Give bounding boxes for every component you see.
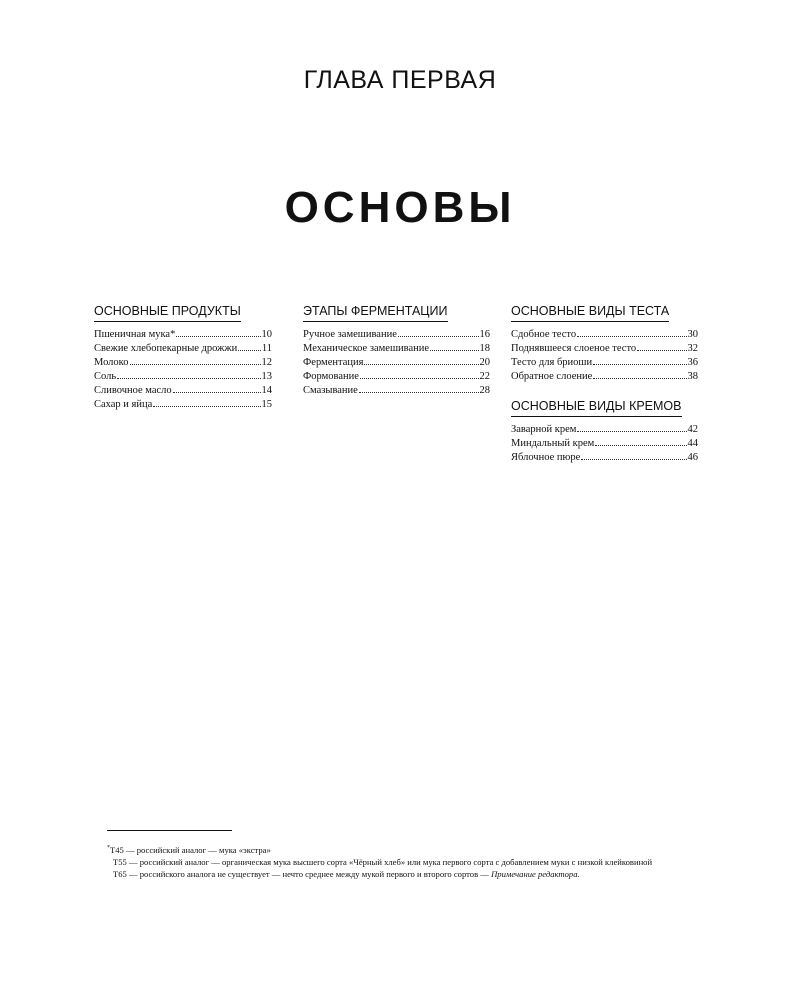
leader-dots [577,431,686,432]
leader-dots [364,364,478,365]
chapter-label: ГЛАВА ПЕРВАЯ [303,66,497,94]
toc-entry-page: 32 [687,343,698,354]
toc-entry-label: Сахар и яйца [94,399,153,410]
toc-entry-page: 22 [479,371,490,382]
toc-entry-label: Соль [94,371,117,382]
toc-entry-page: 44 [687,438,698,449]
toc-entry-label: Обратное слоение [511,371,593,382]
toc-entry-page: 15 [261,399,272,410]
toc-entry-label: Свежие хлебопекарные дрожжи [94,343,238,354]
toc-entry-page: 20 [479,357,490,368]
toc-list [94,328,272,412]
leader-dots [593,364,686,365]
toc-list [511,328,698,384]
footnote-divider [107,830,232,831]
toc-entry[interactable] [303,370,490,384]
editor-note: Примечание редактора. [491,868,580,879]
toc-entry-label: Механическое замешивание [303,343,430,354]
section-heading: ОСНОВНЫЕ ВИДЫ ТЕСТА [511,304,669,322]
leader-dots [581,459,686,460]
toc-list [303,328,490,398]
toc-entry-page: 12 [261,357,272,368]
footnote-t45-text: Т45 — российский аналог — мука «экстра» [110,844,271,855]
section-heading: ОСНОВНЫЕ ПРОДУКТЫ [94,304,241,322]
toc-entry-label: Поднявшееся слоеное тесто [511,343,637,354]
toc-entry-page: 46 [687,452,698,463]
leader-dots [238,350,261,351]
toc-entry-label: Смазывание [303,385,358,396]
leader-dots [593,378,686,379]
toc-list [511,423,698,465]
section-fermentation [303,302,490,398]
toc-entry-page: 10 [261,329,272,340]
toc-entry-page: 11 [261,343,272,354]
toc-entry-page: 28 [479,385,490,396]
toc-entry-page: 36 [687,357,698,368]
toc-entry-page: 18 [479,343,490,354]
toc-entry[interactable] [303,342,490,356]
toc-entry-label: Пшеничная мука* [94,329,176,340]
leader-dots [173,392,261,393]
toc-entry-label: Миндальный крем [511,438,595,449]
leader-dots [360,378,479,379]
toc-entry-page: 42 [687,424,698,435]
leader-dots [130,364,261,365]
toc-entry-label: Формование [303,371,359,382]
toc-entry-label: Заварной крем [511,424,577,435]
toc-entry[interactable] [94,398,272,412]
toc-entry-label: Молоко [94,357,129,368]
toc-entry[interactable] [511,423,698,437]
leader-dots [430,350,478,351]
footnote-marker: * [107,845,110,851]
footnote-t65-text: Т65 — российского аналога не существует — нечто среднее между мукой первого и второго сортов — [113,868,492,879]
leader-dots [637,350,686,351]
leader-dots [117,378,260,379]
toc-entry[interactable] [511,328,698,342]
footnote-t65 [107,868,707,880]
toc-entry[interactable] [303,356,490,370]
toc-entry-label: Ферментация [303,357,364,368]
toc-entry[interactable] [94,328,272,342]
toc-entry[interactable] [511,356,698,370]
toc-entry-page: 13 [261,371,272,382]
section-dough [511,302,698,384]
toc-entry[interactable] [94,356,272,370]
toc-entry[interactable] [94,370,272,384]
toc-entry-page: 14 [261,385,272,396]
toc-entry[interactable] [511,437,698,451]
section-heading: ЭТАПЫ ФЕРМЕНТАЦИИ [303,304,448,322]
leader-dots [153,406,260,407]
section-creams [511,397,698,465]
page-title: ОСНОВЫ [284,183,516,232]
leader-dots [359,392,479,393]
section-heading: ОСНОВНЫЕ ВИДЫ КРЕМОВ [511,399,682,417]
toc-entry-page: 16 [479,329,490,340]
leader-dots [176,336,260,337]
toc-entry-page: 38 [687,371,698,382]
section-products [94,302,272,412]
toc-entry-page: 30 [687,329,698,340]
toc-entry[interactable] [511,342,698,356]
toc-entry[interactable] [303,384,490,398]
toc-entry-label: Сдобное тесто [511,329,577,340]
toc-entry-label: Сливочное масло [94,385,172,396]
toc-entry[interactable] [94,384,272,398]
footnote-t45 [107,842,707,856]
leader-dots [398,336,479,337]
footnote-t55: Т55 — российский аналог — органическая мука высшего сорта «Чёрный хлеб» или мука первого сорта с добавлением муки с низкой клейковиной [113,856,653,867]
footnotes [107,842,707,880]
toc-entry-label: Яблочное пюре [511,452,581,463]
toc-entry[interactable] [511,451,698,465]
leader-dots [577,336,686,337]
leader-dots [595,445,686,446]
toc-entry[interactable] [511,370,698,384]
toc-entry[interactable] [94,342,272,356]
toc-entry-label: Ручное замешивание [303,329,397,340]
toc-entry[interactable] [303,328,490,342]
toc-entry-label: Тесто для бриоши [511,357,593,368]
